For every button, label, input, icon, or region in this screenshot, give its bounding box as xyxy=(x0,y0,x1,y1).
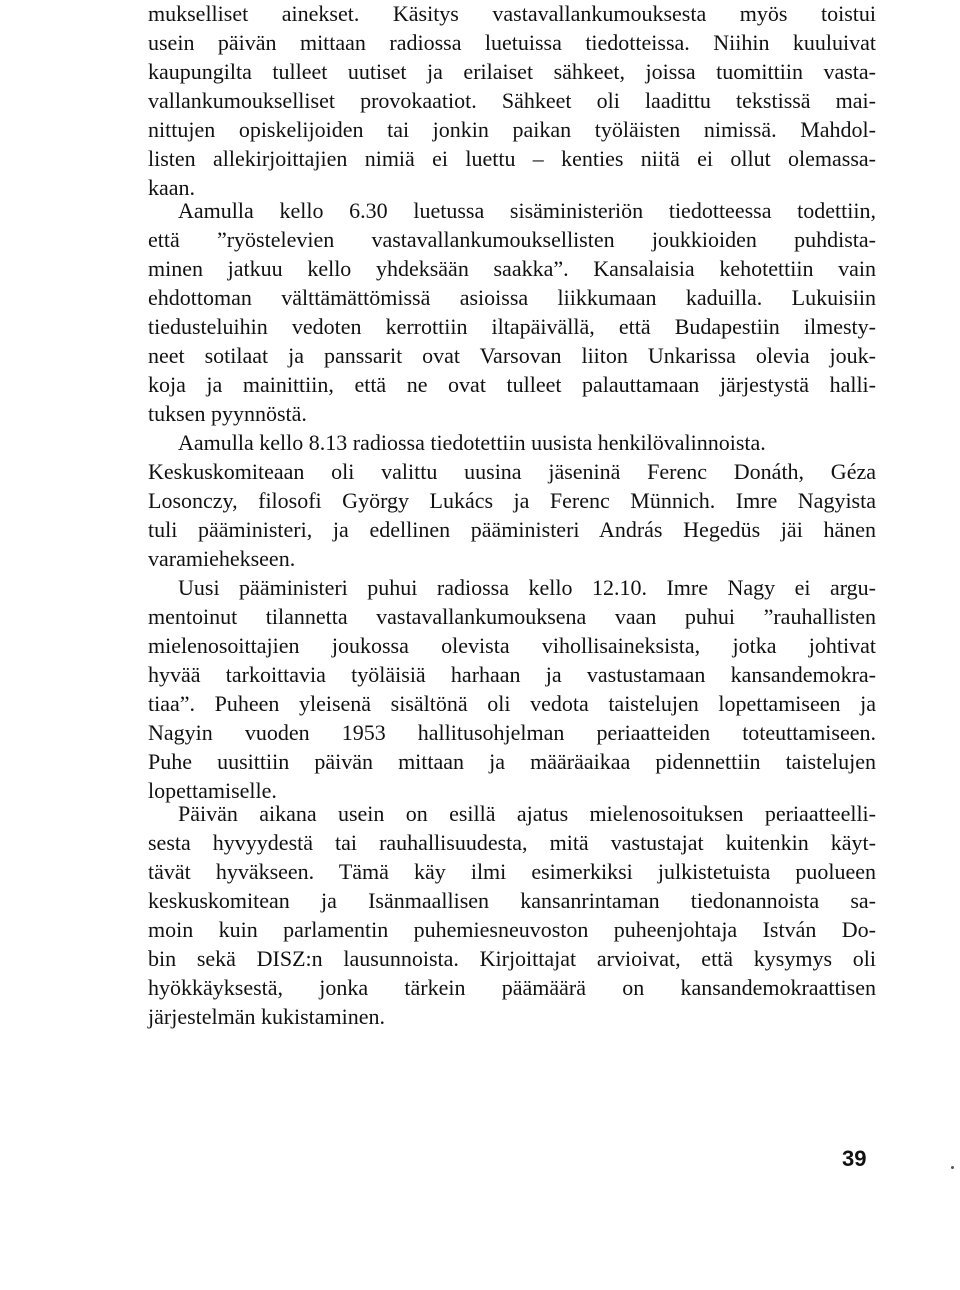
text-line: koja ja mainittiin, että ne ovat tulleet palauttamaan järjestystä halli- xyxy=(148,372,876,397)
text-line: mentoinut tilannetta vastavallankumouksena vaan puhui ”rauhallisten xyxy=(148,604,876,629)
text-line: minen jatkuu kello yhdeksään saakka”. Kansalaisia kehotettiin vain xyxy=(148,256,876,281)
text-line: bin sekä DISZ:n lausunnoista. Kirjoittajat arvioivat, että kysymys oli xyxy=(148,946,876,971)
text-line: moin kuin parlamentin puhemiesneuvoston puheenjohtaja István Do- xyxy=(148,917,876,942)
text-line: tiaa”. Puheen yleisenä sisältönä oli vedota taistelujen lopettamiseen ja xyxy=(148,691,876,716)
paragraph-first-line: Päivän aikana usein on esillä ajatus mielenosoituksen periaatteelli- xyxy=(178,801,876,826)
text-line: Nagyin vuoden 1953 hallitusohjelman periaatteiden toteuttamiseen. xyxy=(148,720,876,745)
text-line: että ”ryöstelevien vastavallankumouksellisten joukkioiden puhdista- xyxy=(148,227,876,252)
text-line: Puhe uusittiin päivän mittaan ja määräaikaa pidennettiin taistelujen xyxy=(148,749,876,774)
text-line: tuksen pyynnöstä. xyxy=(148,401,307,426)
text-line: hyvää tarkoittavia työläisiä harhaan ja vastustamaan kansandemokra- xyxy=(148,662,876,687)
text-line: ehdottoman välttämättömissä asioissa liikkumaan kaduilla. Lukuisiin xyxy=(148,285,876,310)
paragraph-first-line: Aamulla kello 8.13 radiossa tiedotettiin uusista henkilövalinnoista. xyxy=(178,430,766,455)
paragraph-first-line: Aamulla kello 6.30 luetussa sisäministeriön tiedotteessa todettiin, xyxy=(178,198,876,223)
text-line: tiedusteluihin vedoten kerrottiin iltapäivällä, että Budapestiin ilmesty- xyxy=(148,314,876,339)
text-line: järjestelmän kukistaminen. xyxy=(148,1004,386,1029)
text-line: Keskuskomiteaan oli valittu uusina jäseninä Ferenc Donáth, Géza xyxy=(148,459,876,484)
text-line: varamiehekseen. xyxy=(148,546,296,571)
text-line: keskuskomitean ja Isänmaallisen kansanrintaman tiedonannoista sa- xyxy=(148,888,876,913)
text-line: vallankumoukselliset provokaatiot. Sähkeet oli laadittu tekstissä mai- xyxy=(148,88,876,113)
scan-speck xyxy=(951,1166,954,1169)
text-line: listen allekirjoittajien nimiä ei luettu – kenties niitä ei ollut olemassa- xyxy=(148,146,876,171)
text-line: usein päivän mittaan radiossa luetuissa tiedotteissa. Niihin kuuluivat xyxy=(148,30,876,55)
text-line: hyökkäyksestä, jonka tärkein päämäärä on kansandemokraattisen xyxy=(148,975,876,1000)
paragraph-first-line: Uusi pääministeri puhui radiossa kello 12.10. Imre Nagy ei argu- xyxy=(178,575,876,600)
text-line: tuli pääministeri, ja edellinen pääministeri András Hegedüs jäi hänen xyxy=(148,517,876,542)
text-line: sesta hyvyydestä tai rauhallisuudesta, mitä vastustajat kuitenkin käyt- xyxy=(148,830,876,855)
text-line: kaan. xyxy=(148,175,196,200)
text-line: Losonczy, filosofi György Lukács ja Ferenc Münnich. Imre Nagyista xyxy=(148,488,876,513)
text-line: tävät hyväkseen. Tämä käy ilmi esimerkiksi julkistetuista puolueen xyxy=(148,859,876,884)
text-line: neet sotilaat ja panssarit ovat Varsovan liiton Unkarissa olevia jouk- xyxy=(148,343,876,368)
text-line: kaupungilta tulleet uutiset ja erilaiset sähkeet, joissa tuomittiin vasta- xyxy=(148,59,876,84)
page-number: 39 xyxy=(842,1146,867,1171)
text-line: mielenosoittajien joukossa olevista vihollisaineksista, jotka johtivat xyxy=(148,633,876,658)
text-line: nittujen opiskelijoiden tai jonkin paikan työläisten nimissä. Mahdol- xyxy=(148,117,876,142)
text-line: mukselliset ainekset. Käsitys vastavallankumouksesta myös toistui xyxy=(148,1,876,26)
text-line: lopettamiselle. xyxy=(148,778,277,803)
